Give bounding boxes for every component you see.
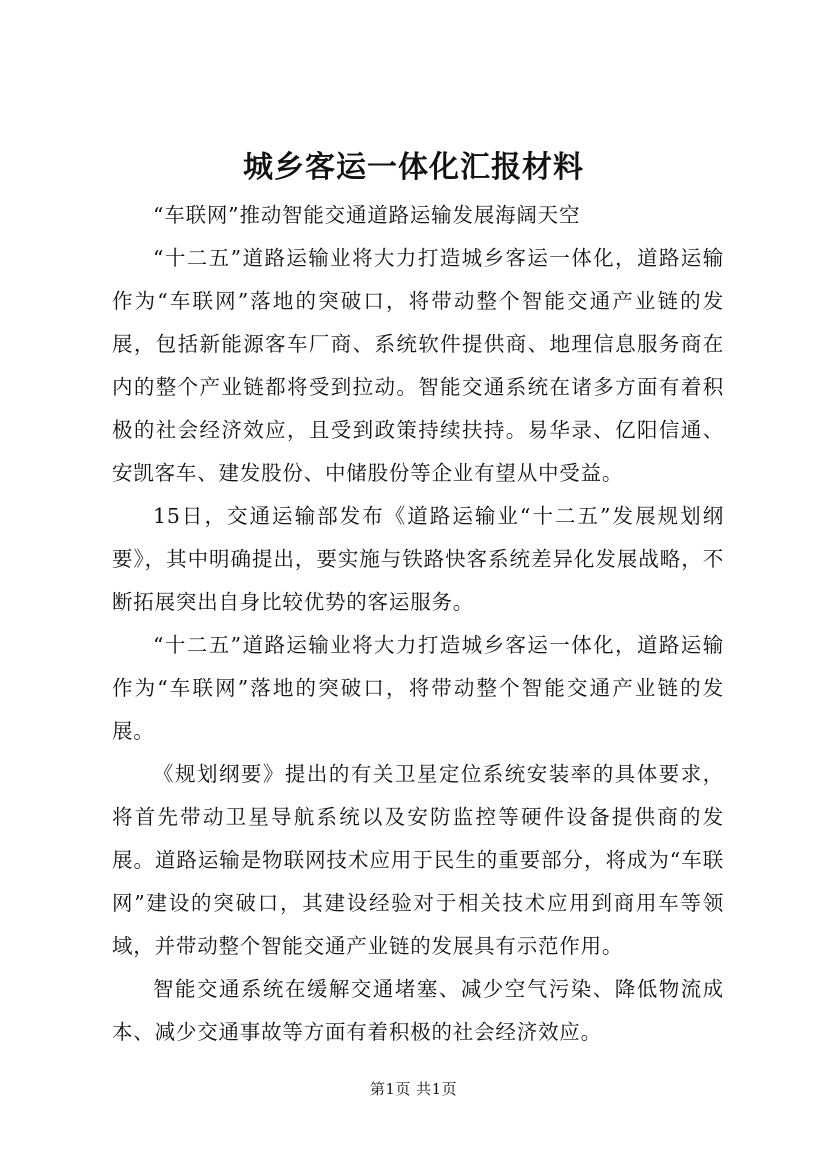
paragraph: “十二五”道路运输业将大力打造城乡客运一体化，道路运输作为“车联网”落地的突破口，将带动整个智能交通产业链的发展。: [112, 633, 724, 743]
page-number-footer: 第1页 共1页: [369, 1080, 458, 1098]
paragraph: “十二五”道路运输业将大力打造城乡客运一体化，道路运输作为“车联网”落地的突破口，将带动整个智能交通产业链的发展，包括新能源客车厂商、系统软件提供商、地理信息服务商在内的整个产业链都将受到拉动。智能交通系统在诸多方面有着积极的社会经济效应，且受到政策持续扶持。易华录、亿阳信通、安凯客车、建发股份、中储股份等企业有望从中受益。: [112, 246, 724, 485]
document-body: [112, 194, 724, 1054]
paragraph: 《规划纲要》提出的有关卫星定位系统安装率的具体要求，将首先带动卫星导航系统以及安防监控等硬件设备提供商的发展。道路运输是物联网技术应用于民生的重要部分，将成为“车联网”建设的突破口，其建设经验对于相关技术应用到商用车等领域，并带动整个智能交通产业链的发展具有示范作用。: [112, 762, 724, 958]
paragraph: 15日，交通运输部发布《道路运输业“十二五”发展规划纲要》，其中明确提出，要实施与铁路快客系统差异化发展战略，不断拓展突出自身比较优势的客运服务。: [112, 504, 724, 614]
paragraph: 智能交通系统在缓解交通堵塞、减少空气污染、降低物流成本、减少交通事故等方面有着积极的社会经济效应。: [112, 977, 724, 1044]
document-title: 城乡客运一体化汇报材料: [243, 150, 584, 185]
paragraph-subtitle: “车联网”推动智能交通道路运输发展海阔天空: [153, 203, 581, 227]
